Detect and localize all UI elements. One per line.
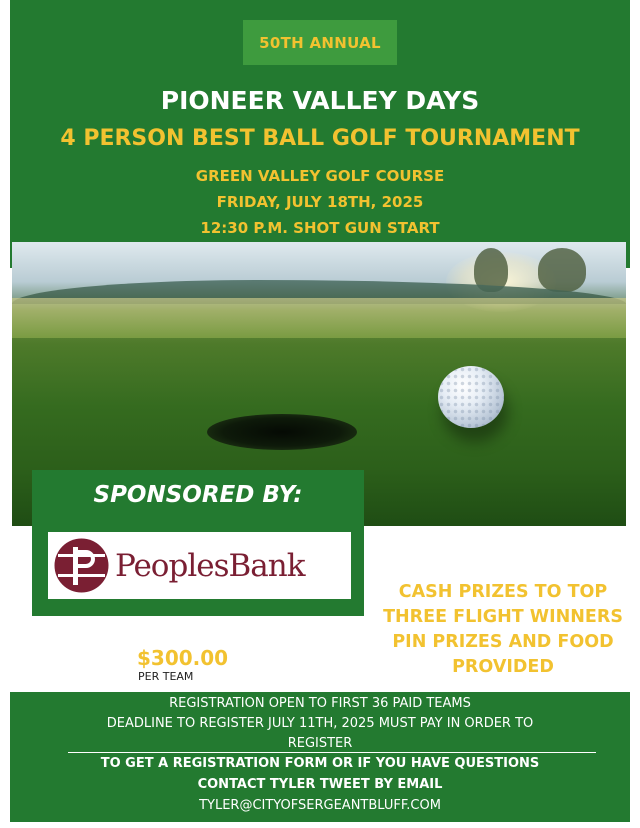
contact-info: CONTACT TYLER TWEET BY EMAIL	[197, 777, 443, 792]
event-date: FRIDAY, JULY 18TH, 2025	[216, 193, 424, 211]
golf-ball	[438, 366, 504, 428]
golf-hole	[207, 414, 357, 450]
prizes-line: THREE FLIGHT WINNERS	[383, 607, 623, 627]
registration-deadline: DEADLINE TO REGISTER JULY 11TH, 2025 MUST PAY IN ORDER TO	[106, 716, 534, 731]
price-unit: PER TEAM	[138, 670, 194, 683]
bank-name: PeoplesBank	[115, 547, 305, 584]
start-time: 12:30 P.M. SHOT GUN START	[200, 219, 440, 237]
team-price: $300.00	[137, 646, 229, 670]
contact-email[interactable]: TYLER@CITYOFSERGEANTBLUFF.COM	[199, 798, 441, 813]
registration-limit: REGISTRATION OPEN TO FIRST 36 PAID TEAMS	[169, 696, 471, 711]
fairway-strip	[12, 298, 626, 338]
peoplesbank-logo	[48, 532, 351, 599]
sponsor-heading: SPONSORED BY:	[93, 482, 303, 508]
registration-form-info: TO GET A REGISTRATION FORM OR IF YOU HAVE QUESTIONS	[100, 756, 540, 771]
prizes-text	[372, 580, 634, 680]
ball-dimples	[438, 366, 504, 428]
registration-deadline-cont: REGISTER	[287, 736, 353, 751]
event-title: PIONEER VALLEY DAYS	[160, 86, 480, 115]
prizes-line: PROVIDED	[452, 657, 554, 677]
event-subtitle: 4 PERSON BEST BALL GOLF TOURNAMENT	[60, 126, 580, 151]
anniversary-badge: 50TH ANNUAL	[243, 20, 397, 65]
tree-silhouette	[538, 248, 586, 292]
course-name: GREEN VALLEY GOLF COURSE	[195, 167, 445, 185]
prizes-line: PIN PRIZES AND FOOD	[392, 632, 614, 652]
peoplesbank-p-emblem-icon	[54, 538, 109, 593]
prizes-line: CASH PRIZES TO TOP	[398, 582, 608, 602]
